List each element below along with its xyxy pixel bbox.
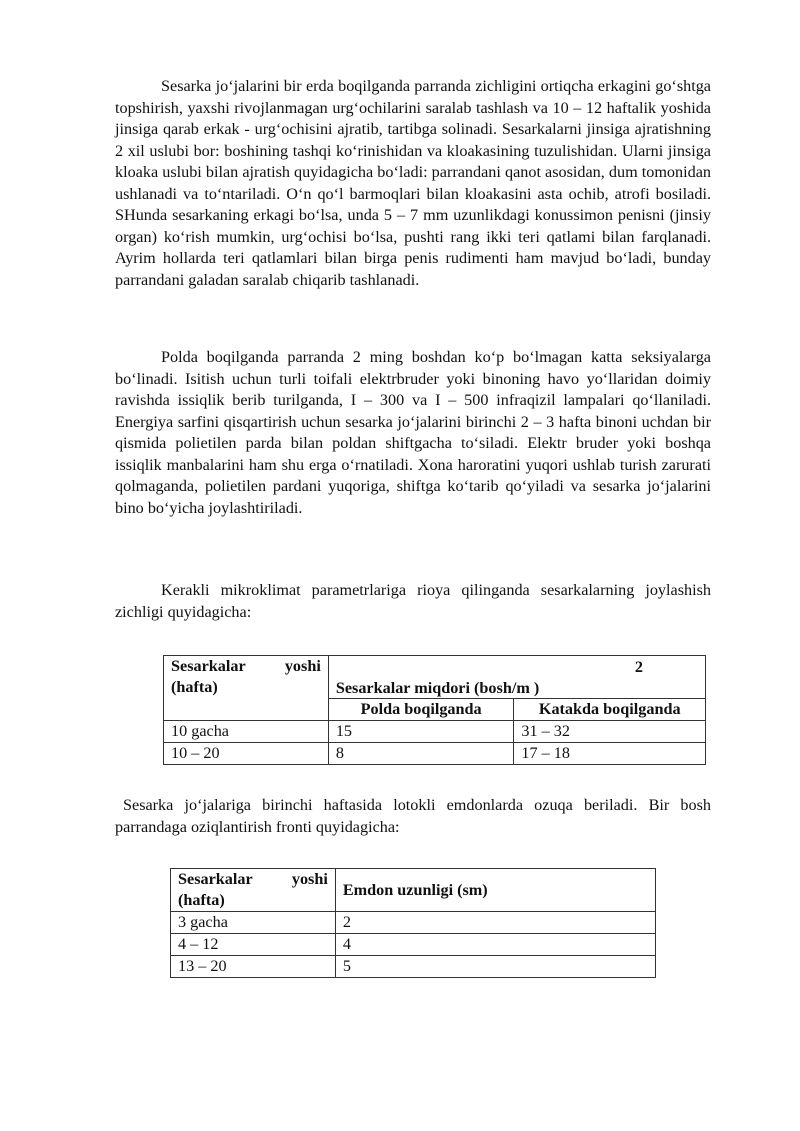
density-age-header-word1: Sesarkalar <box>171 657 246 675</box>
feeder-length-cell: 4 <box>335 934 655 956</box>
density-count-header-label: Sesarkalar miqdori (bosh/m ) <box>335 679 540 697</box>
feeder-age-header-word1: Sesarkalar <box>178 870 253 888</box>
paragraph-floor-housing: Polda boqilganda parranda 2 ming boshdan ko‘p bo‘lmagan katta seksiyalarga bo‘linadi. Isitish uchun turli toifali elektrbruder yoki binoning havo yo‘llaridan doimiy ravishda issiqlik berib turilganda, I – 300 va I – 500 infraqizil lampalari qo‘llaniladi. Energiya sarfini qisqartirish uchun sesarka jo‘jalarini birinchi 2 – 3 hafta binoni uchdan bir qismida polietilen parda bilan poldan shiftgacha to‘siladi. Elektr bruder yoki boshqa issiqlik manbalarini ham shu erga o‘rnatiladi. Xona haroratini yuqori ushlab turish zarurati qolmaganda, polietilen pardani yuqoriga, shiftga ko‘tarib qo‘yiladi va sesarka jo‘jalarini bino bo‘yicha joylashtiriladi. <box>115 348 711 517</box>
feeder-length-cell: 2 <box>335 912 655 934</box>
feeder-age-header-unit: (hafta) <box>178 891 225 909</box>
paragraph-sex-separation: Sesarka jo‘jalarini bir erda boqilganda parranda zichligini ortiqcha erkagini go‘shtga topshirish, yaxshi rivojlanmagan urg‘ochilarini saralab tashlash va 10 – 12 haftalik yoshida jinsiga qarab erkak - urg‘ochisini ajratib, tartibga solinadi. Sesarkalarni jinsiga ajratishning 2 xil uslubi bor: boshining tashqi ko‘rinishidan va kloakasining tuzulishidan. Ularni jinsiga kloaka uslubi bilan ajratish quyidagicha bo‘ladi: parrandani qanot asosidan, dum tomonidan ushlanadi va to‘ntariladi. O‘n qo‘l barmoqlari bilan kloakasini asta ochib, atrofi bosiladi. SHunda sesarkaning erkagi bo‘lsa, unda 5 – 7 mm uzunlikdagi konussimon penisni (jinsiy organ) ko‘rish mumkin, urg‘ochisi bo‘lsa, pushti rang ikki teri qatlami bilan farqlanadi. Ayrim hollarda teri qatlamlari bilan birga penis rudimenti ham mavjud bo‘ladi, bunday parrandani galadan saralab chiqarib tashlanadi. <box>115 77 711 289</box>
feeder-age-cell: 13 – 20 <box>171 956 336 978</box>
density-table <box>163 655 706 765</box>
feeder-length-cell: 5 <box>335 956 655 978</box>
density-cage-cell: 31 – 32 <box>514 721 706 743</box>
feeder-age-cell: 4 – 12 <box>171 934 336 956</box>
density-floor-cell: 15 <box>328 721 514 743</box>
feeder-age-cell: 3 gacha <box>171 912 336 934</box>
density-cage-cell: 17 – 18 <box>514 743 706 765</box>
feeder-age-header <box>171 869 336 912</box>
density-age-cell: 10 – 20 <box>164 743 329 765</box>
density-age-cell: 10 gacha <box>164 721 329 743</box>
density-table-header-row <box>164 656 706 699</box>
table-row <box>164 721 706 743</box>
table-row <box>171 912 656 934</box>
table-row <box>171 934 656 956</box>
density-floor-header: Polda boqilganda <box>328 699 514 721</box>
paragraph-density-intro: Kerakli mikroklimat parametrlariga rioya qilinganda sesarkalarning joylashish zichligi quyidagicha: <box>115 581 711 621</box>
density-age-header-word2: yoshi <box>284 657 321 675</box>
feeder-table <box>170 868 656 978</box>
density-cage-header: Katakda boqilganda <box>514 699 706 721</box>
density-age-header-unit: (hafta) <box>171 678 218 696</box>
table-row <box>171 956 656 978</box>
paragraph-feeder-intro: Sesarka jo‘jalariga birinchi haftasida lotokli emdonlarda ozuqa beriladi. Bir bosh parrandaga oziqlantirish fronti quyidagicha: <box>115 796 711 836</box>
feeder-length-header: Emdon uzunligi (sm) <box>335 869 655 912</box>
feeder-age-header-word2: yoshi <box>291 870 328 888</box>
feeder-table-header-row <box>171 869 656 912</box>
density-count-header <box>328 656 705 699</box>
density-age-header <box>164 656 329 721</box>
density-floor-cell: 8 <box>328 743 514 765</box>
density-unit-superscript: 2 <box>634 658 643 676</box>
table-row <box>164 743 706 765</box>
